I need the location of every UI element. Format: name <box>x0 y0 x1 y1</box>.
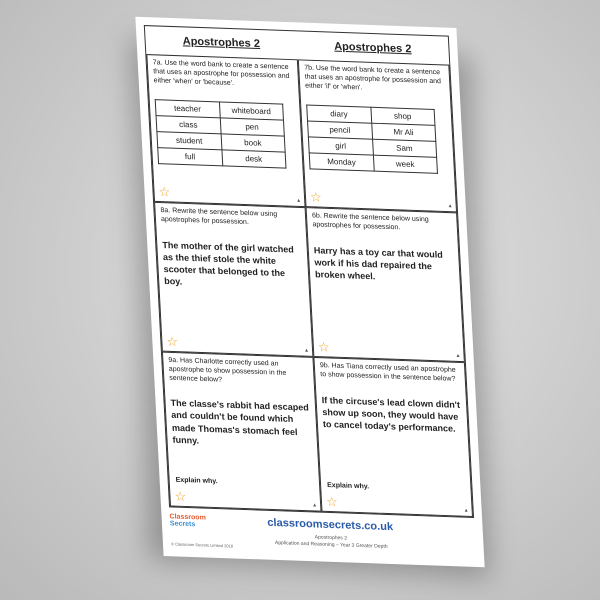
word-cell: shop <box>370 107 435 125</box>
q8b-instruction: 6b. Rewrite the sentence below using apostrophes for possession. <box>311 212 429 232</box>
star-icon: ☆ <box>158 184 171 200</box>
table-row <box>309 153 437 173</box>
logo-line2: Secrets <box>169 520 196 529</box>
q8a-instruction: 8a. Rewrite the sentence below using apostrophes for possession. <box>160 207 278 226</box>
star-icon: ☆ <box>317 339 330 355</box>
word-cell: diary <box>307 105 372 123</box>
q9a-instruction: 9a. Has Charlotte correctly used an apostrophe to show possession in the sentence below? <box>168 356 287 384</box>
site-url: classroomsecrets.co.uk <box>267 516 394 534</box>
triangle-icon: ▲ <box>463 507 469 514</box>
word-cell: Monday <box>309 153 374 171</box>
triangle-icon: ▲ <box>455 352 461 360</box>
triangle-icon: ▲ <box>312 502 318 509</box>
word-cell: Mr Ali <box>371 123 436 141</box>
star-icon: ☆ <box>309 189 323 205</box>
q8b-sentence: Harry has a toy car that would work if his dad repaired the broken wheel. <box>313 244 444 282</box>
question-8a <box>154 202 313 357</box>
word-cell: Sam <box>372 139 437 157</box>
question-7b <box>298 59 457 212</box>
question-8b <box>303 207 465 362</box>
word-cell: full <box>158 148 223 166</box>
star-icon: ☆ <box>325 493 339 510</box>
title-left: Apostrophes 2 <box>182 35 261 51</box>
word-cell: whiteboard <box>219 102 284 120</box>
q9a-explain: Explain why. <box>175 476 218 486</box>
classroom-secrets-logo <box>169 513 210 540</box>
word-cell: class <box>156 116 221 134</box>
word-cell: pen <box>220 118 285 136</box>
word-cell: pencil <box>308 121 373 139</box>
word-cell: teacher <box>155 100 220 118</box>
sheet-footer <box>169 511 476 566</box>
q7a-instruction: 7a. Use the word bank to create a sentence that uses an apostrophe for possession and either 'when' or 'because'. <box>152 59 290 87</box>
q9b-instruction: 9b. Has Tiana correctly used an apostrophe to show possession in the sentence below? <box>319 362 456 383</box>
table-row <box>158 148 286 168</box>
footer-subtitle-1: Apostrophes 2 <box>314 534 348 542</box>
question-9a <box>162 352 322 512</box>
q9b-sentence: If the circuse's lead clown didn't show up soon, they would have to cancel today's performance. <box>321 394 461 434</box>
word-cell: girl <box>308 137 373 155</box>
question-9b <box>313 357 473 517</box>
question-grid <box>144 25 474 518</box>
title-right: Apostrophes 2 <box>333 40 412 56</box>
question-7a <box>146 54 305 207</box>
star-icon: ☆ <box>165 333 179 350</box>
word-bank-7b <box>306 105 438 174</box>
q9a-sentence: The classe's rabbit had escaped and couldn't be found which made Thomas's stomach feel funny. <box>170 398 310 446</box>
q8a-sentence: The mother of the girl watched as the thief stole the white scooter that belonged to the boy. <box>162 239 295 287</box>
word-cell: desk <box>221 150 286 168</box>
logo-line1: Classroom <box>169 513 207 522</box>
q7b-instruction: 7b. Use the word bank to create a sentence that uses an apostrophe for possession and either 'if' or 'when'. <box>304 64 442 91</box>
word-cell: week <box>373 155 438 173</box>
word-bank-7a <box>155 99 287 168</box>
word-cell: student <box>157 132 222 150</box>
copyright-text: © Classroom Secrets Limited 2018 <box>170 541 234 549</box>
worksheet <box>135 17 484 567</box>
triangle-icon: ▲ <box>296 197 302 204</box>
footer-subtitle-2: Application and Reasoning – Year 3 Greater Depth <box>274 539 388 550</box>
triangle-icon: ▲ <box>447 203 453 210</box>
star-icon: ☆ <box>174 488 187 504</box>
q9b-explain: Explain why. <box>326 481 370 491</box>
triangle-icon: ▲ <box>303 347 310 354</box>
word-cell: book <box>221 134 286 152</box>
